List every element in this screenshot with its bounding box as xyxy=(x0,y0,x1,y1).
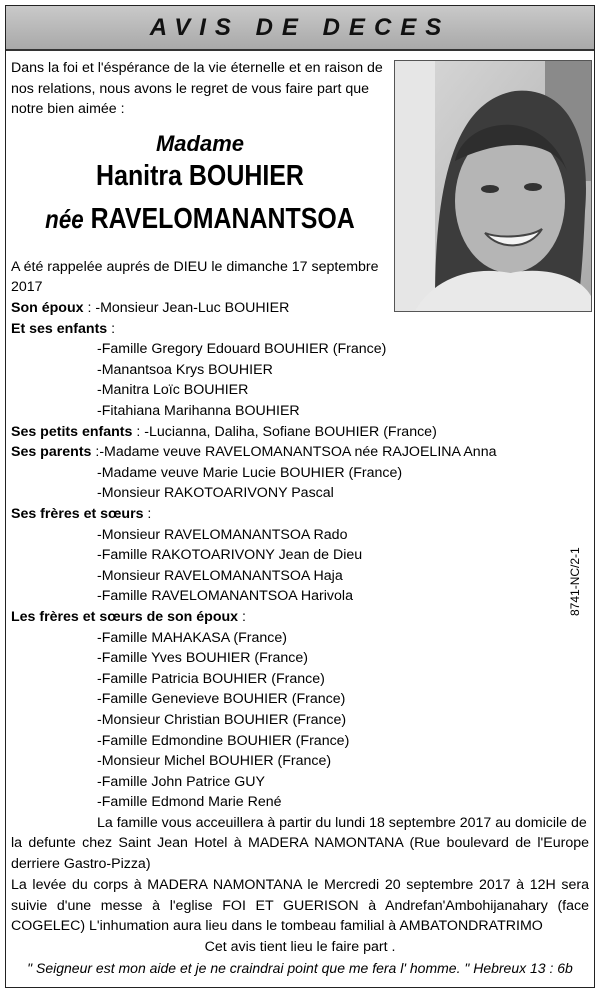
list-item: -Famille Patricia BOUHIER (France) xyxy=(97,671,325,687)
list-item: -Madame veuve Marie Lucie BOUHIER (France) xyxy=(97,465,403,481)
siblings-suffix: : xyxy=(143,506,152,522)
in-laws-label: Les frères et sœurs de son époux xyxy=(11,609,239,625)
death-line-2: 2017 xyxy=(11,279,43,295)
in-laws-suffix: : xyxy=(238,609,246,625)
grandchildren-value: : -Lucianna, Daliha, Sofiane BOUHIER (France) xyxy=(132,424,437,440)
list-item: -Fitahiana Marihanna BOUHIER xyxy=(97,403,300,419)
death-line-1: A été rappelée auprés de DIEU le dimanche 17 septembre xyxy=(11,259,379,275)
list-item: -Famille Gregory Edouard BOUHIER (France) xyxy=(97,341,387,357)
list-item: -Famille John Patrice GUY xyxy=(97,774,265,790)
grandchildren-label: Ses petits enfants xyxy=(11,424,133,440)
list-item: -Manantsoa Krys BOUHIER xyxy=(97,362,273,378)
list-item: -Monsieur Michel BOUHIER (France) xyxy=(97,753,332,769)
spouse-value: : -Monsieur Jean-Luc BOUHIER xyxy=(83,300,290,316)
nee-word: née xyxy=(45,204,84,234)
reference-code: 8741-NC/2-1 xyxy=(568,547,582,616)
spouse-line xyxy=(11,298,289,319)
notice-line: Cet avis tient lieu le faire part . xyxy=(204,939,396,955)
grandchildren-line xyxy=(11,422,437,443)
parents-label: Ses parents xyxy=(11,444,92,460)
portrait-image xyxy=(395,61,591,311)
honorific: Madame xyxy=(155,131,245,156)
list-item: -Monsieur RAVELOMANANTSOA Haja xyxy=(97,568,343,584)
siblings-heading xyxy=(11,504,151,525)
reception-line-1: La famille vous acceuillera à partir du lundi 18 septembre 2017 au domicile de xyxy=(97,815,587,831)
in-laws-heading xyxy=(11,607,246,628)
portrait-photo xyxy=(394,60,592,312)
children-heading xyxy=(11,319,115,340)
list-item: -Famille Yves BOUHIER (France) xyxy=(97,650,309,666)
list-item: -Famille Edmondine BOUHIER (France) xyxy=(97,733,350,749)
maiden-name-line xyxy=(37,203,362,235)
list-item: -Monsieur RAVELOMANANTSOA Rado xyxy=(97,527,348,543)
siblings-label: Ses frères et sœurs xyxy=(11,506,144,522)
bible-quote: " Seigneur est mon aide et je ne craindrai point que me fera l' homme. " Hebreux 13 : 6b xyxy=(27,960,573,976)
title-banner xyxy=(6,6,594,51)
maiden-name: RAVELOMANANTSOA xyxy=(90,203,355,235)
intro-text: Dans la foi et l'éspérance de la vie éternelle et en raison de nos relations, nous avons le regret de vous faire part que notre bien aimée : xyxy=(11,60,383,118)
spouse-label: Son époux xyxy=(11,300,84,316)
list-item: -Manitra Loïc BOUHIER xyxy=(97,382,249,398)
list-item: -Famille Edmond Marie René xyxy=(97,794,282,810)
obituary-notice xyxy=(5,5,595,988)
list-item: -Monsieur RAKOTOARIVONY Pascal xyxy=(97,485,334,501)
list-item: -Famille RAKOTOARIVONY Jean de Dieu xyxy=(97,547,363,563)
funeral-details: La levée du corps à MADERA NAMONTANA le Mercredi 20 septembre 2017 à 12H sera suivie d'une messe à l'eglise FOI ET GUERISON à Andrefan'Ambohijanahary (face COGELEC) L'inhumation aura lieu dans le tombeau familial à AMBATONDRATRIMO xyxy=(11,877,589,935)
notice-title: AVIS DE DECES xyxy=(149,13,451,41)
list-item: -Famille MAHAKASA (France) xyxy=(97,630,287,646)
children-label: Et ses enfants xyxy=(11,321,108,337)
reception-rest: la defunte chez Saint Jean Hotel à MADERA NAMONTANA (Rue boulevard de l'Europe derriere Gastro-Pizza) xyxy=(11,835,589,872)
list-item: -Famille Genevieve BOUHIER (France) xyxy=(97,691,346,707)
deceased-name: Hanitra BOUHIER xyxy=(96,160,304,192)
list-item: -Famille RAVELOMANANTSOA Harivola xyxy=(97,588,353,604)
parents-line xyxy=(11,442,496,463)
children-suffix: : xyxy=(107,321,116,337)
list-item: -Monsieur Christian BOUHIER (France) xyxy=(97,712,347,728)
parents-first: :-Madame veuve RAVELOMANANTSOA née RAJOELINA Anna xyxy=(91,444,497,460)
